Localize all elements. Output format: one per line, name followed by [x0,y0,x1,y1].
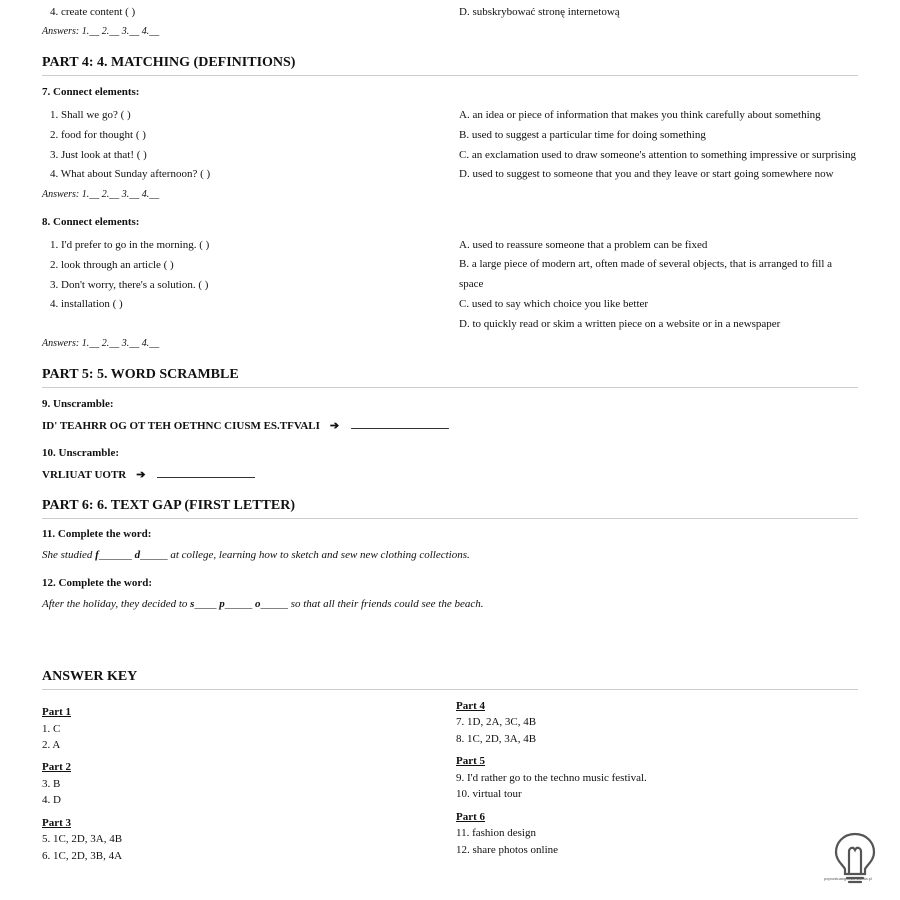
q11-post: at college, learning how to sketch and sew new clothing collections. [170,549,470,561]
key-part2-title: Part 2 [42,761,72,773]
q12-letter-1: s [190,598,195,610]
q9-label: 9. Unscramble: [42,398,114,410]
key-part6-line-2: 12. share photos online [456,844,559,856]
key-part3-title: Part 3 [42,817,72,829]
q8-left-4: 4. installation ( ) [50,298,123,310]
q7-answers: Answers: 1.__ 2.__ 3.__ 4.__ [42,189,160,200]
key-part4-title: Part 4 [456,700,486,712]
arrow-right-icon: ➔ [136,469,146,481]
q12-post: so that all their friends could see the beach. [290,598,484,610]
q7-label: 7. Connect elements: [42,86,140,98]
q12-label: 12. Complete the word: [42,577,152,589]
part3-left-item-4: 4. create content ( ) [50,6,136,18]
q12-letter-2: p [219,598,225,610]
q10-scrambled-text: VRLIUAT UOTR [42,469,127,481]
q8-left-3: 3. Don't worry, there's a solution. ( ) [50,279,209,291]
q11-letter-2: d [134,549,141,561]
key-part4-line-2: 8. 1C, 2D, 3A, 4B [456,733,537,745]
part3-right-item-d: D. subskrybować stronę internetową [459,6,620,18]
q9-scramble-row [42,418,449,432]
key-part5-title: Part 5 [456,755,486,767]
q12-letter-3: o [254,598,261,610]
q11-pre: She studied [42,549,96,561]
q7-right-b: B. used to suggest a particular time for doing something [459,129,706,141]
q9-answer-blank[interactable] [351,418,449,429]
q8-answers: Answers: 1.__ 2.__ 3.__ 4.__ [42,338,160,349]
arrow-right-icon: ➔ [329,420,340,432]
part6-heading: PART 6: 6. TEXT GAP (FIRST LETTER) [42,498,858,519]
q7-left-3: 3. Just look at that! ( ) [50,149,147,161]
key-part5-line-2: 10. virtual tour [456,788,522,800]
q8-left-2: 2. look through an article ( ) [50,259,174,271]
key-part5-line-1: 9. I'd rather go to the techno music festival. [456,772,647,784]
q8-left-1: 1. I'd prefer to go in the morning. ( ) [50,239,210,251]
key-part2-line-1: 3. B [42,778,61,790]
answer-key-heading: ANSWER KEY [42,669,858,690]
key-part1-line-2: 2. A [42,739,61,751]
q7-left-4: 4. What about Sunday afternoon? ( ) [50,168,211,180]
q7-left-1: 1. Shall we go? ( ) [50,109,131,121]
logo-text: poprostuangielski.szkola.pl [824,876,872,881]
q8-right-b: B. a large piece of modern art, often made of several objects, that is arranged to fill a space [459,258,833,290]
q12-gap-3[interactable]: _____ [260,598,291,610]
q11-sentence [42,549,470,561]
q8-right-c: C. used to say which choice you like better [459,298,649,310]
part5-heading: PART 5: 5. WORD SCRAMBLE [42,367,858,388]
part4-heading: PART 4: 4. MATCHING (DEFINITIONS) [42,55,858,76]
q7-right-a: A. an idea or piece of information that makes you think carefully about something [459,109,821,121]
q11-letter-1: f [95,549,99,561]
q11-label: 11. Complete the word: [42,528,152,540]
key-part6-line-1: 11. fashion design [456,827,536,839]
q11-gap-1[interactable]: ______ [98,549,135,561]
q9-scrambled-text: ID' TEAHRR OG OT TEH OETHNC CIUSM ES.TFVALI [42,420,320,432]
q10-scramble-row [42,467,255,481]
key-part2-line-2: 4. D [42,794,61,806]
part3-answers: Answers: 1.__ 2.__ 3.__ 4.__ [42,26,160,37]
key-part6-title: Part 6 [456,811,486,823]
q12-sentence [42,598,483,610]
q11-gap-2[interactable]: _____ [140,549,171,561]
q12-gap-2[interactable]: _____ [224,598,255,610]
q7-right-c: C. an exclamation used to draw someone's attention to something impressive or surprising [459,149,856,161]
key-part3-line-1: 5. 1C, 2D, 3A, 4B [42,833,123,845]
q12-gap-1[interactable]: ____ [194,598,220,610]
key-part1-line-1: 1. C [42,723,61,735]
q10-answer-blank[interactable] [157,467,255,478]
q7-left-2: 2. food for thought ( ) [50,129,146,141]
q8-right-a: A. used to reassure someone that a problem can be fixed [459,239,708,251]
key-part3-line-2: 6. 1C, 2D, 3B, 4A [42,850,123,862]
q8-right-d: D. to quickly read or skim a written piece on a website or in a newspaper [459,318,781,330]
q8-label: 8. Connect elements: [42,216,140,228]
key-part4-line-1: 7. 1D, 2A, 3C, 4B [456,716,537,728]
key-part1-title: Part 1 [42,706,72,718]
q10-label: 10. Unscramble: [42,447,119,459]
q7-right-d: D. used to suggest to someone that you and they leave or start going somewhere now [459,168,834,180]
q12-pre: After the holiday, they decided to [42,598,191,610]
